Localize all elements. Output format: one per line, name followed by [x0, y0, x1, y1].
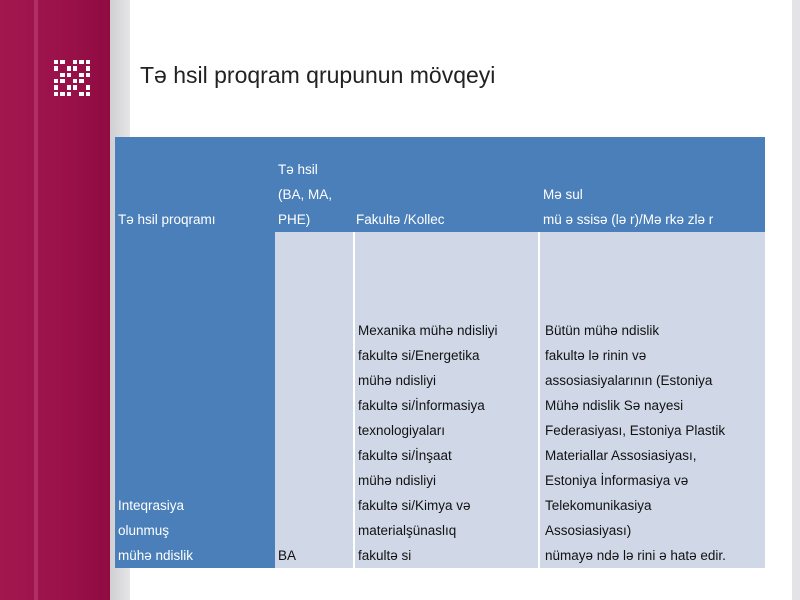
- header-institution-line: Mə sul: [543, 187, 583, 202]
- cell-faculty-line: mühə ndisliyi: [358, 473, 437, 488]
- header-faculty: [353, 137, 538, 232]
- cell-program-line: mühə ndislik: [118, 548, 194, 563]
- header-level-line: (BA, MA,: [278, 187, 333, 202]
- cell-faculty-line: materialşünaslıq: [358, 523, 457, 538]
- cell-faculty-line: fakultə si: [358, 548, 412, 563]
- cell-program-line: olunmuş: [118, 523, 170, 538]
- cell-faculty-line: fakultə si/İnformasiya: [358, 398, 485, 413]
- cell-institution-line: Telekomunikasiya: [545, 498, 652, 513]
- slide-title: Tə hsil proqram qrupunun mövqeyi: [140, 62, 496, 88]
- cell-program-line: Inteqrasiya: [118, 498, 185, 513]
- cell-institution-line: nümayə ndə lə rini ə hatə edir.: [545, 548, 726, 563]
- header-program-line: Tə hsil proqramı: [118, 212, 216, 227]
- cell-faculty-line: fakultə si/Energetika: [358, 348, 480, 363]
- cell-institution-line: Mühə ndislik Sə nayesi: [545, 398, 684, 413]
- cell-level-line: BA: [278, 548, 297, 563]
- header-faculty-line: Fakultə /Kollec: [356, 212, 445, 227]
- cell-faculty-line: Mexanika mühə ndisliyi: [358, 323, 498, 338]
- cell-institution-line: fakultə lə rinin və: [545, 348, 647, 363]
- cell-institution-line: Materiallar Assosiasiyası,: [545, 448, 697, 463]
- cell-faculty-line: mühə ndisliyi: [358, 373, 437, 388]
- right-grey-strip: [792, 0, 800, 600]
- cell-institution: [538, 232, 765, 568]
- cell-institution-line: Bütün mühə ndislik: [545, 323, 660, 338]
- cell-faculty-line: fakultə si/İnşaat: [358, 448, 452, 463]
- cell-institution-line: Estoniya İnformasiya və: [545, 473, 689, 488]
- cell-faculty-line: texnologiyaları: [358, 423, 446, 438]
- header-level-line: Tə hsil: [278, 162, 318, 177]
- grid-logo-icon: [54, 60, 90, 96]
- header-level-line: PHE): [278, 212, 311, 227]
- cell-faculty: [353, 232, 538, 568]
- cell-faculty-line: fakultə si/Kimya və: [358, 498, 471, 513]
- cell-program: [115, 232, 275, 568]
- program-table: [115, 137, 765, 568]
- header-program: [115, 137, 275, 232]
- header-level: [275, 137, 353, 232]
- cell-level: [275, 232, 353, 568]
- cell-institution-line: Assosiasiyası): [545, 523, 632, 538]
- header-institution-line: mü ə ssisə (lə r)/Mə rkə zlə r: [543, 212, 714, 227]
- cell-institution-line: assosiasiyalarının (Estoniya: [545, 373, 713, 388]
- cell-institution-line: Federasiyası, Estoniya Plastik: [545, 423, 726, 438]
- header-institution: [538, 137, 765, 232]
